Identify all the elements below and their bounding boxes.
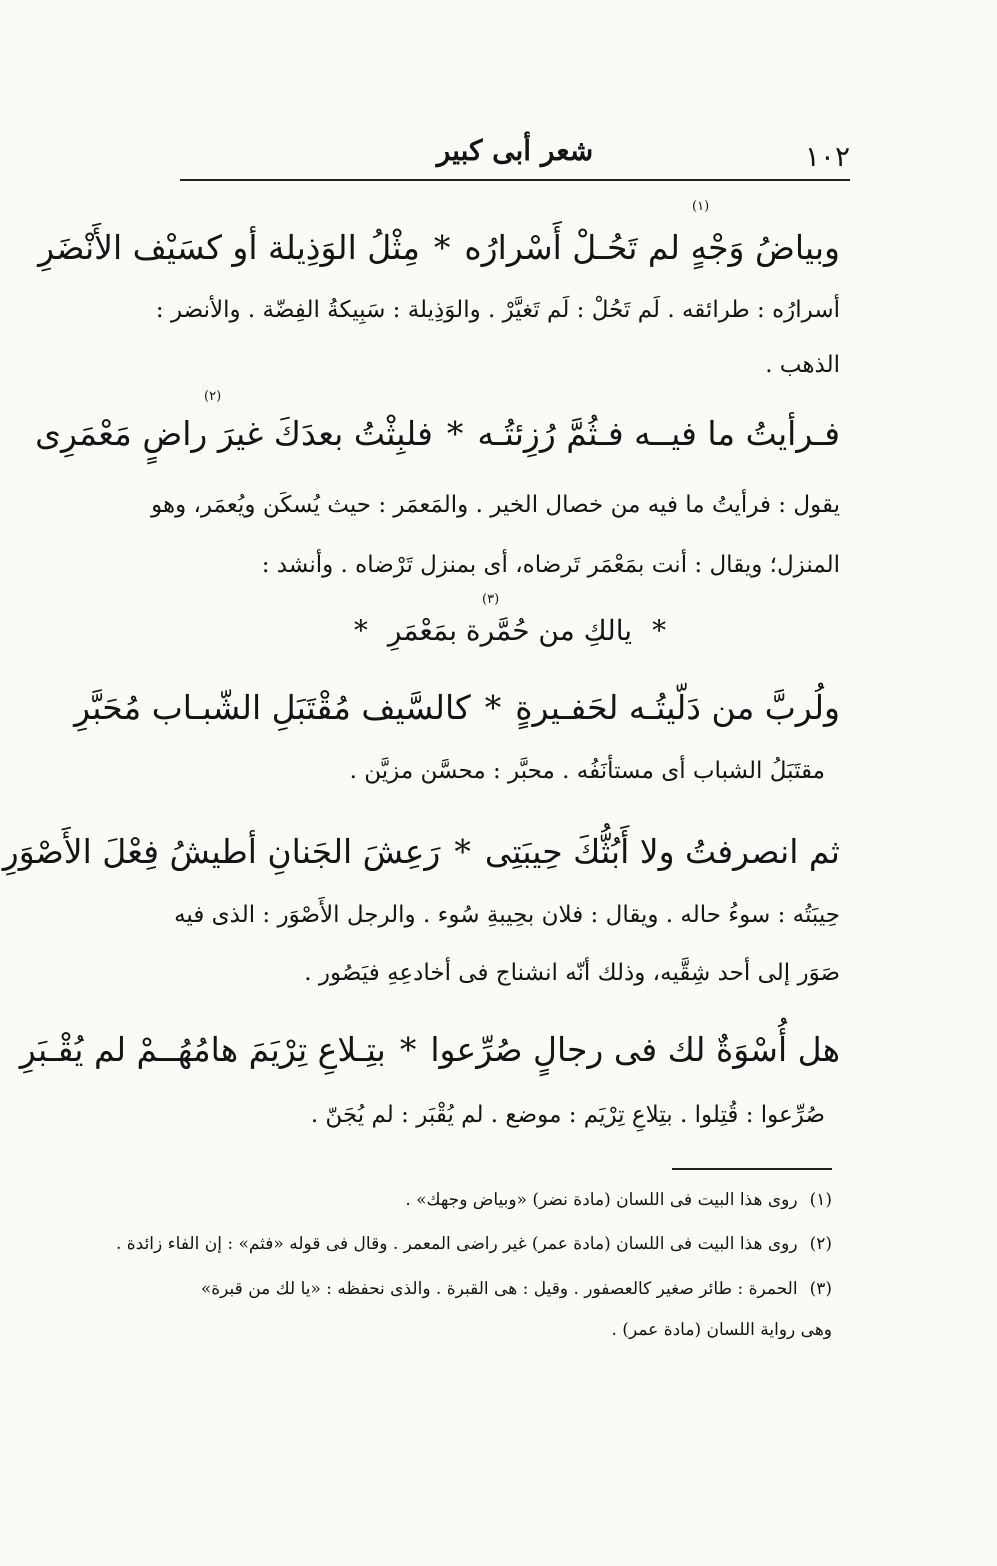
- verse-1: [38, 228, 840, 267]
- verse-4-first-hemistich: ثم انصرفتُ ولا أَبُثُّكَ حِيبَتِى: [484, 832, 840, 871]
- verse-separator: *: [454, 832, 471, 871]
- footnote-2-number: (٢): [809, 1234, 832, 1254]
- footnote-2: [115, 1234, 832, 1254]
- footnote-1-text: روى هذا البيت فى اللسان (مادة نضر) «وبياض وجهك» .: [405, 1190, 798, 1210]
- footnote-3-number: (٣): [809, 1279, 832, 1299]
- footnote-marker-1: (١): [692, 199, 710, 214]
- footnote-3-text: الحمرة : طائر صغير كالعصفور . وقيل : هى القبرة . والذى نحفظه : «يا لك من قبرة»: [200, 1279, 798, 1299]
- verse-5: [19, 1030, 840, 1069]
- quote-star-close: *: [353, 614, 368, 647]
- header-rule: [180, 179, 850, 181]
- footnote-rule: [672, 1168, 832, 1170]
- verse-5-second-hemistich: بتِـلاعِ تِرْيَمَ هامُهُــمْ لم يُقْـبَرِ: [19, 1030, 386, 1069]
- verse-3-second-hemistich: كالسَّيف مُقْتَبَلِ الشّبـاب مُحَبَّرِ: [74, 688, 471, 727]
- verse-separator: *: [433, 228, 451, 267]
- verse-2-first-hemistich: فـرأيتُ ما فيــه فـثُمَّ رُزِئتُـه: [477, 414, 840, 453]
- page-header: [180, 134, 850, 180]
- verse-separator: *: [399, 1030, 417, 1069]
- running-title: شعر أبى كبير: [436, 134, 594, 167]
- commentary-1-line-2: الذهب .: [765, 352, 840, 378]
- footnote-2-text: روى هذا البيت فى اللسان (مادة عمر) غير راضى المعمر . وقال فى قوله «فثم» : إن الفاء زائدة .: [115, 1234, 798, 1254]
- verse-5-first-hemistich: هل أُسْوَةٌ لك فى رجالٍ صُرِّعوا: [430, 1030, 840, 1069]
- footnote-3: [160, 1279, 832, 1299]
- footnote-1-number: (١): [809, 1190, 832, 1210]
- verse-1-first-hemistich: وبياضُ وَجْهٍ لم تَحُـلْ أَسْرارُه: [464, 228, 840, 267]
- verse-1-second-hemistich: مِثْلُ الوَذِيلة أو كسَيْف الأَنْضَرِ: [38, 228, 420, 267]
- commentary-2-line-2: المنزل؛ ويقال : أنت بمَعْمَر تَرضاه، أى بمنزل تَرْضاه . وأنشد :: [261, 552, 840, 578]
- footnote-1: [160, 1190, 832, 1210]
- quote-text: يالكِ من حُمَّرة بمَعْمَرِ: [387, 614, 633, 647]
- verse-2-second-hemistich: فلبِثْتُ بعدَكَ غيرَ راضٍ مَعْمَرِى: [35, 414, 433, 453]
- verse-2: [35, 414, 840, 453]
- commentary-1-line-1: أسرارُه : طرائقه . لَم تَحُلْ : لَم تَغيَّرْ . والوَذِيلة : سَبِيكةُ الفِضّة . والأنضر :: [155, 297, 840, 323]
- commentary-3-line-1: مقتَبَلُ الشباب أى مستأنَفُه . محبَّر : محسَّن مزيَّن .: [349, 758, 825, 784]
- footnote-marker-2: (٢): [204, 389, 222, 404]
- verse-3-first-hemistich: ولُربَّ من دَلّيتُـه لحَفـيرةٍ: [515, 688, 840, 727]
- footnote-marker-3: (٣): [482, 592, 500, 607]
- verse-3: [74, 688, 840, 727]
- quote-star-open: *: [652, 614, 667, 647]
- verse-4-second-hemistich: رَعِشَ الجَنانِ أطيشُ فِعْلَ الأَصْوَرِ: [2, 832, 441, 871]
- verse-separator: *: [484, 688, 502, 727]
- commentary-4-line-2: صَوَر إلى أحد شِقَّيه، وذلك أنّه انشناج فى أخادعِهِ فيَصُور .: [304, 960, 840, 986]
- verse-separator: *: [446, 414, 464, 453]
- commentary-5-line-1: صُرِّعوا : قُتِلوا . بتِلاعِ تِرْيَم : موضع . لم يُقْبَر : لم يُجَنّ .: [310, 1102, 825, 1128]
- commentary-4-line-1: حِيبَتُه : سوءُ حاله . ويقال : فلان بحِيبةِ سُوء . والرجل الأَصْوَر : الذى فيه: [174, 902, 840, 928]
- quoted-hemistich: [180, 614, 840, 647]
- commentary-2-line-1: يقول : فرأيتُ ما فيه من خصال الخير . والمَعمَر : حيث يُسكَن ويُعمَر، وهو: [151, 492, 840, 518]
- footnote-3-continuation: وهى رواية اللسان (مادة عمر) .: [611, 1320, 832, 1340]
- verse-4: [2, 832, 840, 871]
- page-number: ١٠٢: [804, 140, 850, 173]
